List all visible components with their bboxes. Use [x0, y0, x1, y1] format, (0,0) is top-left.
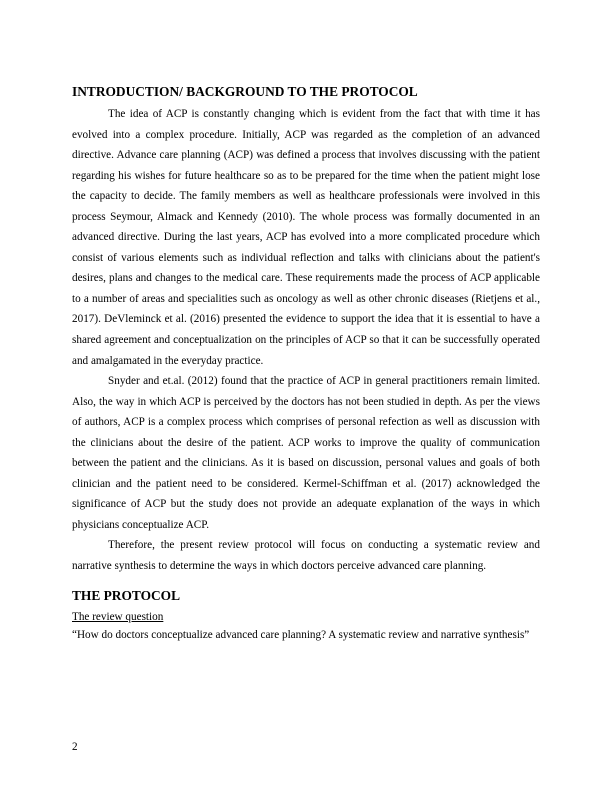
- review-question-subheading: The review question: [72, 610, 164, 623]
- page-content: [72, 83, 540, 645]
- intro-paragraph-3: Therefore, the present review protocol will focus on conducting a systematic review and narrative synthesis to determine the ways in which doctors perceive advanced care planning.: [72, 539, 540, 573]
- review-question-text: “How do doctors conceptualize advanced care planning? A systematic review and narrative synthesis”: [72, 628, 530, 641]
- page-number: 2: [72, 741, 78, 753]
- intro-heading: INTRODUCTION/ BACKGROUND TO THE PROTOCOL: [72, 84, 418, 99]
- protocol-heading: THE PROTOCOL: [72, 587, 181, 603]
- intro-paragraph-2: Snyder and et.al. (2012) found that the practice of ACP in general practitioners remain limited. Also, the way in which ACP is perceived by the doctors has not been studied in depth. As per the views of authors, ACP is a complex process which comprises of personal refection as well as discussion with the clinicians about the desire of the patient. ACP works to improve the quality of communication between the patient and the clinicians. As it is based on discussion, personal values and goals of both clinician and the patient need to be considered. Kermel-Schiffman et al. (2017) acknowledged the significance of ACP but the study does not provide an adequate explanation of the ways in which physicians conceptualize ACP.: [72, 375, 540, 531]
- intro-paragraph-1: The idea of ACP is constantly changing which is evident from the fact that with time it has evolved into a complex procedure. Initially, ACP was regarded as the completion of an advanced directive. Advance care planning (ACP) was defined a process that involves discussing with the patient regarding his wishes for future healthcare so as to be prepared for the time when the patient might lose the capacity to decide. The family members as well as healthcare professionals were involved in this process Seymour, Almack and Kennedy (2010). The whole process was formally documented in an advanced directive. During the last years, ACP has evolved into a more complicated procedure which consist of various elements such as individual reflection and talks with clinicians about the patient's desires, plans and changes to the medical care. These requirements made the process of ACP applicable to a number of areas and specialities such as oncology as well as other chronic diseases (Rietjens et al., 2017). DeVleminck et al. (2016) presented the evidence to support the idea that it is essential to have a shared agreement and conceptualization on the principles of ACP so that it can be successfully operated and amalgamated in the everyday practice.: [72, 108, 540, 367]
- section-spacer: [72, 577, 540, 587]
